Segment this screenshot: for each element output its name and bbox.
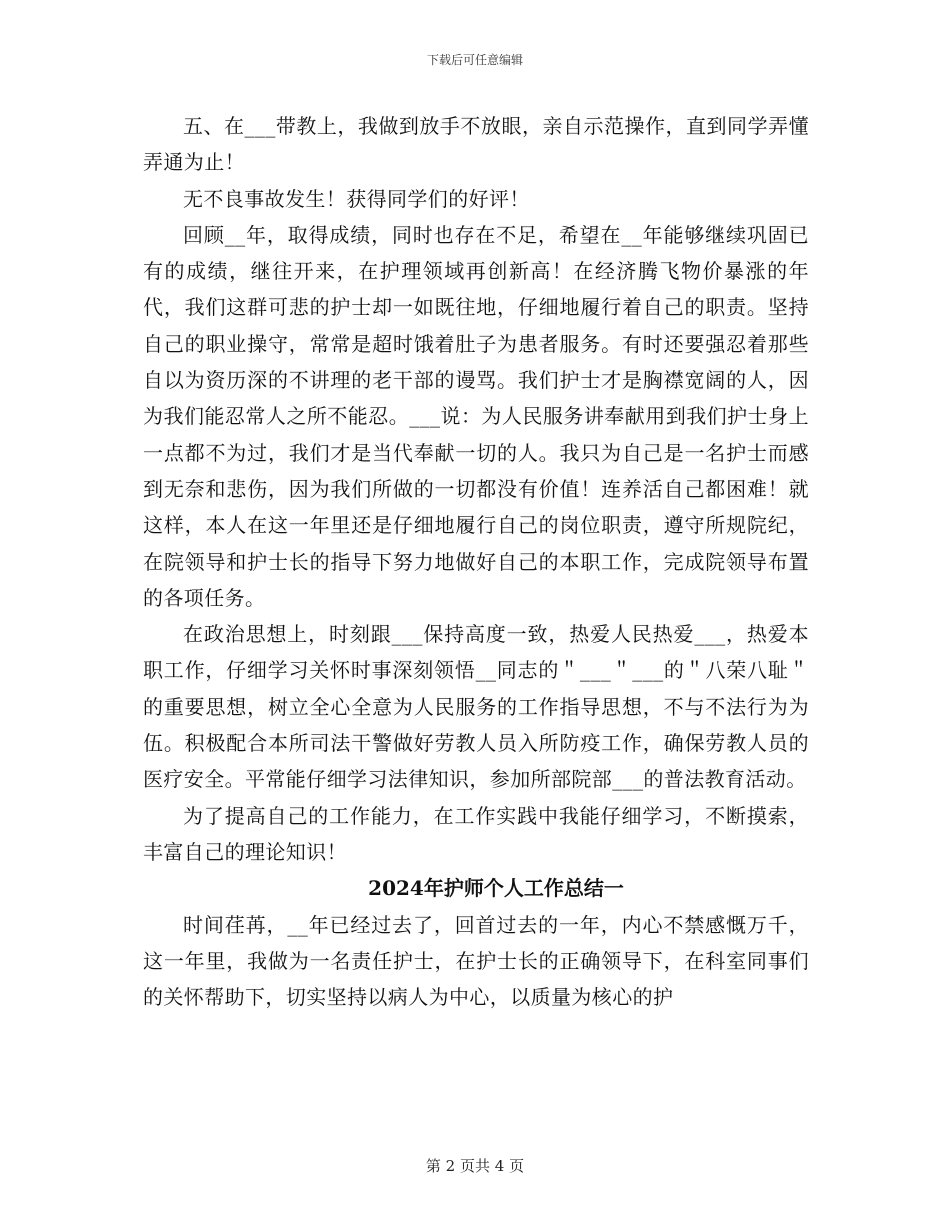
page-number: 第 2 页共 4 页 bbox=[425, 1157, 525, 1175]
paragraph-teaching: 五、在___带教上，我做到放手不放眼，亲自示范操作，直到同学弄懂弄通为止！ bbox=[143, 114, 809, 175]
paragraph-political: 在政治思想上，时刻跟___保持高度一致，热爱人民热爱___，热爱本职工作，仔细学习关怀时事深刻领悟__同志的＂___＂___的＂八荣八耻＂的重要思想，树立全心全意为人民服务的工作指导思想，不与不法行为为伍。积极配合本所司法干警做好劳教人员入所防疫工作，确保劳教人员的医疗安全。平常能仔细学习法律知识，参加所部院部___的普法教育活动。 bbox=[143, 622, 809, 792]
paragraph-section-intro: 时间荏苒，__年已经过去了，回首过去的一年，内心不禁感慨万千，这一年里，我做为一名责任护士，在护士长的正确领导下，在科室同事们的关怀帮助下，切实坚持以病人为中心，以质量为核心的护 bbox=[143, 912, 809, 1010]
page-header-note: 下载后可任意编辑 bbox=[426, 53, 523, 67]
paragraph-improvement: 为了提高自己的工作能力，在工作实践中我能仔细学习，不断摸索，丰富自己的理论知识！ bbox=[143, 803, 809, 864]
paragraph-no-accidents: 无不良事故发生！获得同学们的好评！ bbox=[183, 186, 530, 211]
document-body bbox=[143, 108, 809, 1015]
paragraph-review: 回顾__年，取得成绩，同时也存在不足，希望在__年能够继续巩固已有的成绩，继往开来，在护理领域再创新高！在经济腾飞物价暴涨的年代，我们这群可悲的护士却一如既往地，仔细地履行着自己的职责。坚持自己的职业操守，常常是超时饿着肚子为患者服务。有时还要强忍着那些自以为资历深的不讲理的老干部的谩骂。我们护士才是胸襟宽阔的人，因为我们能忍常人之所不能忍。___说：为人民服务讲奉献用到我们护士身上一点都不为过，我们才是当代奉献一切的人。我只为自己是一名护士而感到无奈和悲伤，因为我们所做的一切都没有价值！连养活自己都困难！就这样，本人在这一年里还是仔细地履行自己的岗位职责，遵守所规院纪，在院领导和护士长的指导下努力地做好自己的本职工作，完成院领导布置的各项任务。 bbox=[143, 222, 809, 610]
section-title: 2024年护师个人工作总结一 bbox=[368, 876, 624, 901]
